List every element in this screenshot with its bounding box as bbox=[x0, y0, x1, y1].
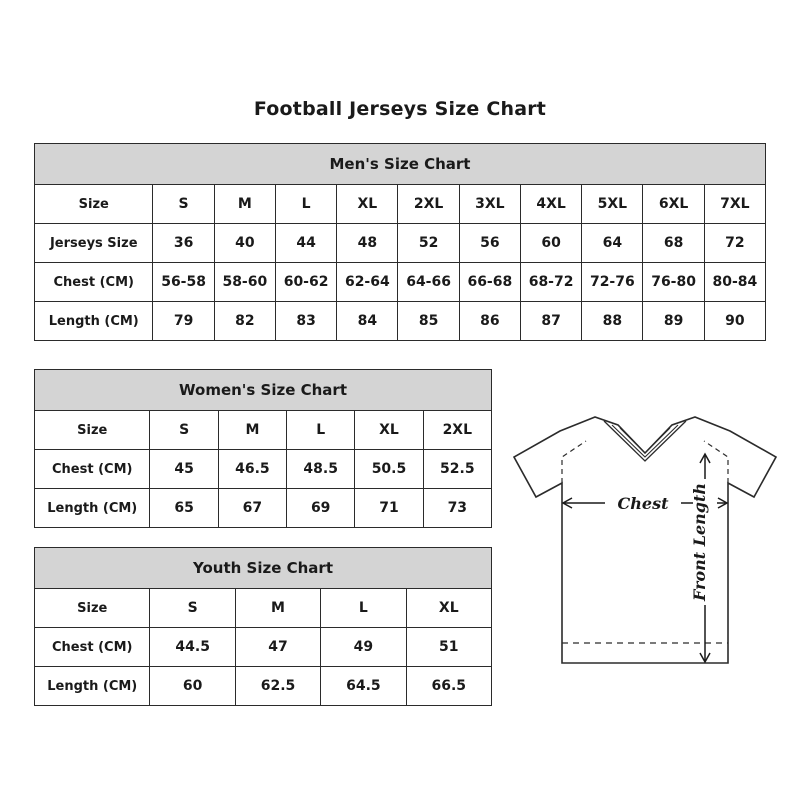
table-cell: L bbox=[321, 589, 406, 628]
table-row bbox=[35, 489, 492, 528]
table-cell: 86 bbox=[459, 302, 520, 341]
table-cell: 44 bbox=[275, 224, 336, 263]
table-header-row bbox=[35, 548, 492, 589]
table-cell: 60 bbox=[150, 667, 235, 706]
table-cell: 47 bbox=[235, 628, 320, 667]
table-cell: 84 bbox=[337, 302, 398, 341]
table-cell: XL bbox=[337, 185, 398, 224]
row-label: Size bbox=[35, 589, 150, 628]
table-cell: S bbox=[153, 185, 214, 224]
table-cell: 68-72 bbox=[520, 263, 581, 302]
table-cell: 62.5 bbox=[235, 667, 320, 706]
table-cell: XL bbox=[406, 589, 491, 628]
mens-section-header: Men's Size Chart bbox=[35, 144, 766, 185]
table-cell: 2XL bbox=[423, 411, 491, 450]
row-label: Chest (CM) bbox=[35, 263, 153, 302]
table-cell: 36 bbox=[153, 224, 214, 263]
table-cell: L bbox=[275, 185, 336, 224]
table-cell: 69 bbox=[287, 489, 355, 528]
shirt-measurement-diagram bbox=[500, 395, 790, 685]
table-row bbox=[35, 224, 766, 263]
table-cell: 49 bbox=[321, 628, 406, 667]
table-cell: 88 bbox=[582, 302, 643, 341]
row-label: Size bbox=[35, 411, 150, 450]
table-cell: 58-60 bbox=[214, 263, 275, 302]
table-cell: 87 bbox=[520, 302, 581, 341]
table-row bbox=[35, 302, 766, 341]
table-cell: 3XL bbox=[459, 185, 520, 224]
womens-size-table bbox=[34, 369, 492, 528]
table-cell: L bbox=[287, 411, 355, 450]
table-row bbox=[35, 589, 492, 628]
mens-size-table bbox=[34, 143, 766, 341]
table-cell: 48.5 bbox=[287, 450, 355, 489]
table-row bbox=[35, 628, 492, 667]
table-cell: 4XL bbox=[520, 185, 581, 224]
row-label: Length (CM) bbox=[35, 667, 150, 706]
table-cell: 51 bbox=[406, 628, 491, 667]
youth-section-header: Youth Size Chart bbox=[35, 548, 492, 589]
table-cell: 83 bbox=[275, 302, 336, 341]
table-row bbox=[35, 667, 492, 706]
row-label: Jerseys Size bbox=[35, 224, 153, 263]
row-label: Size bbox=[35, 185, 153, 224]
row-label: Chest (CM) bbox=[35, 628, 150, 667]
table-cell: 89 bbox=[643, 302, 704, 341]
table-cell: 5XL bbox=[582, 185, 643, 224]
table-cell: 67 bbox=[218, 489, 286, 528]
table-header-row bbox=[35, 370, 492, 411]
table-header-row bbox=[35, 144, 766, 185]
table-cell: 48 bbox=[337, 224, 398, 263]
table-cell: 71 bbox=[355, 489, 423, 528]
table-cell: S bbox=[150, 589, 235, 628]
table-cell: 52 bbox=[398, 224, 459, 263]
table-cell: 85 bbox=[398, 302, 459, 341]
table-cell: 46.5 bbox=[218, 450, 286, 489]
table-cell: 72 bbox=[704, 224, 765, 263]
table-cell: 76-80 bbox=[643, 263, 704, 302]
table-cell: 66.5 bbox=[406, 667, 491, 706]
table-cell: 6XL bbox=[643, 185, 704, 224]
tshirt-outline-icon bbox=[514, 417, 776, 663]
table-row bbox=[35, 411, 492, 450]
table-cell: 56 bbox=[459, 224, 520, 263]
womens-section-header: Women's Size Chart bbox=[35, 370, 492, 411]
table-cell: 40 bbox=[214, 224, 275, 263]
table-cell: 80-84 bbox=[704, 263, 765, 302]
table-cell: 64 bbox=[582, 224, 643, 263]
table-cell: 45 bbox=[150, 450, 218, 489]
chest-label: Chest bbox=[617, 494, 669, 513]
table-cell: 73 bbox=[423, 489, 491, 528]
table-cell: 64-66 bbox=[398, 263, 459, 302]
table-cell: 72-76 bbox=[582, 263, 643, 302]
table-cell: 50.5 bbox=[355, 450, 423, 489]
table-cell: 56-58 bbox=[153, 263, 214, 302]
table-cell: M bbox=[214, 185, 275, 224]
table-cell: 44.5 bbox=[150, 628, 235, 667]
table-cell: M bbox=[235, 589, 320, 628]
table-cell: XL bbox=[355, 411, 423, 450]
table-cell: 82 bbox=[214, 302, 275, 341]
table-cell: 66-68 bbox=[459, 263, 520, 302]
table-row bbox=[35, 263, 766, 302]
table-row bbox=[35, 185, 766, 224]
table-cell: S bbox=[150, 411, 218, 450]
table-cell: 62-64 bbox=[337, 263, 398, 302]
table-cell: 64.5 bbox=[321, 667, 406, 706]
page-title: Football Jerseys Size Chart bbox=[253, 98, 547, 120]
table-cell: 65 bbox=[150, 489, 218, 528]
table-cell: 52.5 bbox=[423, 450, 491, 489]
table-cell: M bbox=[218, 411, 286, 450]
row-label: Length (CM) bbox=[35, 489, 150, 528]
table-row bbox=[35, 450, 492, 489]
row-label: Length (CM) bbox=[35, 302, 153, 341]
table-cell: 60 bbox=[520, 224, 581, 263]
table-cell: 90 bbox=[704, 302, 765, 341]
table-cell: 2XL bbox=[398, 185, 459, 224]
table-cell: 79 bbox=[153, 302, 214, 341]
row-label: Chest (CM) bbox=[35, 450, 150, 489]
table-cell: 60-62 bbox=[275, 263, 336, 302]
table-cell: 7XL bbox=[704, 185, 765, 224]
youth-size-table bbox=[34, 547, 492, 706]
table-cell: 68 bbox=[643, 224, 704, 263]
front-length-label: Front Length bbox=[690, 482, 709, 602]
